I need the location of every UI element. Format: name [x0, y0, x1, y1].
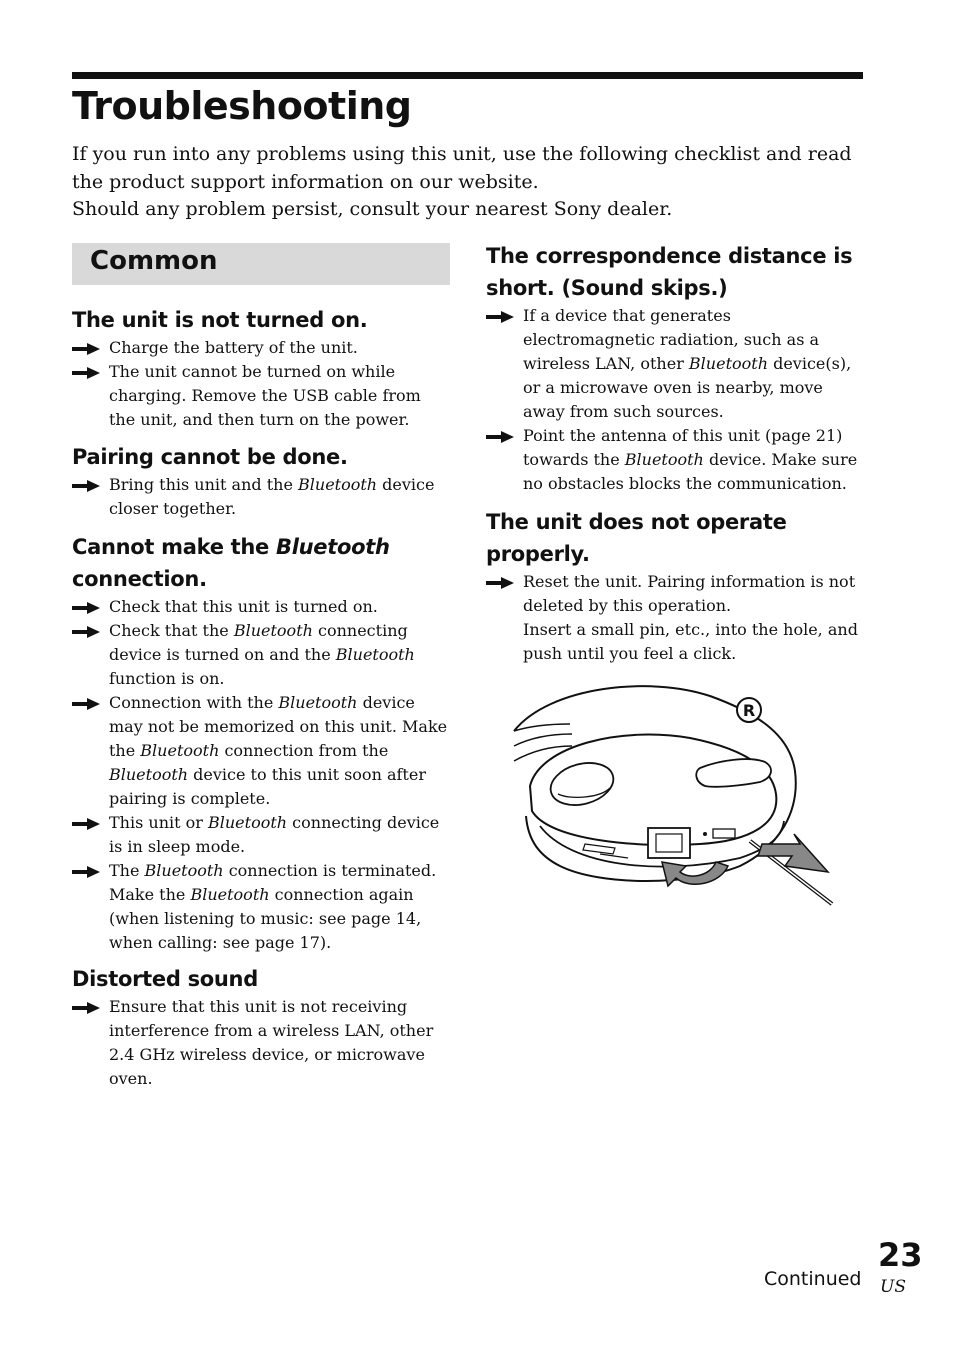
- side-label-r: R: [742, 701, 756, 720]
- arrow-right-icon: [72, 343, 100, 355]
- list-item: The Bluetooth connection is terminated. Make the Bluetooth connection again (when listening to music: see page 14, when calling: see page 17).: [72, 859, 452, 955]
- arrow-right-icon: [486, 431, 514, 443]
- subsection-heading: Pairing cannot be done.: [72, 445, 348, 469]
- section-header-common: [72, 243, 450, 285]
- arrow-right-icon: [72, 818, 100, 830]
- arrow-right-icon: [72, 626, 100, 638]
- list-item: Check that this unit is turned on.: [72, 595, 452, 619]
- section-heading: Common: [90, 246, 218, 276]
- list-item: Bring this unit and the Bluetooth device closer together.: [72, 473, 452, 521]
- intro-paragraph: Should any problem persist, consult your nearest Sony dealer.: [72, 198, 673, 220]
- list-item: Connection with the Bluetooth device may not be memorized on this unit. Make the Bluetooth connection from the Bluetooth device to this unit soon after pairing is complete.: [72, 691, 452, 811]
- list-item: Point the antenna of this unit (page 21) towards the Bluetooth device. Make sure no obstacles blocks the communication.: [486, 424, 866, 496]
- continued-label: Continued: [764, 1268, 862, 1290]
- subsection-heading: Cannot make the Bluetooth connection.: [72, 535, 390, 591]
- arrow-right-icon: [72, 1002, 100, 1014]
- section-not-operate: [486, 506, 866, 666]
- arrow-right-icon: [72, 866, 100, 878]
- list-item: If a device that generates electromagnetic radiation, such as a wireless LAN, other Bluetooth device(s), or a microwave oven is nearby, move away from such sources.: [486, 304, 866, 424]
- arrow-right-icon: [72, 367, 100, 379]
- list-item: Charge the battery of the unit.: [72, 336, 452, 360]
- subsection-heading: Distorted sound: [72, 967, 258, 991]
- arrow-right-icon: [72, 698, 100, 710]
- list-item: Ensure that this unit is not receiving interference from a wireless LAN, other 2.4 GHz wireless device, or microwave oven.: [72, 995, 452, 1091]
- subsection-heading: The unit does not operate properly.: [486, 510, 787, 566]
- arrow-right-icon: [486, 577, 514, 589]
- reset-illustration: [510, 676, 840, 908]
- page-number: 23: [878, 1236, 923, 1274]
- list-item: Check that the Bluetooth connecting device is turned on and the Bluetooth function is on.: [72, 619, 452, 691]
- section-connection: [72, 531, 452, 955]
- title-rule: [72, 72, 863, 79]
- arrow-right-icon: [486, 311, 514, 323]
- list-item: Reset the unit. Pairing information is not deleted by this operation. Insert a small pin, etc., into the hole, and push until you feel a click.: [486, 570, 866, 666]
- subsection-heading: The unit is not turned on.: [72, 308, 368, 332]
- arrow-right-icon: [72, 602, 100, 614]
- section-not-turned-on: [72, 304, 452, 432]
- section-distorted-sound: [72, 963, 452, 1091]
- intro: [72, 141, 872, 224]
- arrow-right-icon: [72, 480, 100, 492]
- page-region: US: [880, 1277, 906, 1297]
- section-distance-short: [486, 240, 866, 496]
- intro-paragraph: If you run into any problems using this unit, use the following checklist and read the product support information on our website.: [72, 143, 852, 193]
- list-item: The unit cannot be turned on while charging. Remove the USB cable from the unit, and then turn on the power.: [72, 360, 452, 432]
- subsection-heading: The correspondence distance is short. (Sound skips.): [486, 244, 853, 300]
- page-title: Troubleshooting: [72, 84, 412, 128]
- section-pairing: [72, 441, 452, 521]
- list-item: This unit or Bluetooth connecting device is in sleep mode.: [72, 811, 452, 859]
